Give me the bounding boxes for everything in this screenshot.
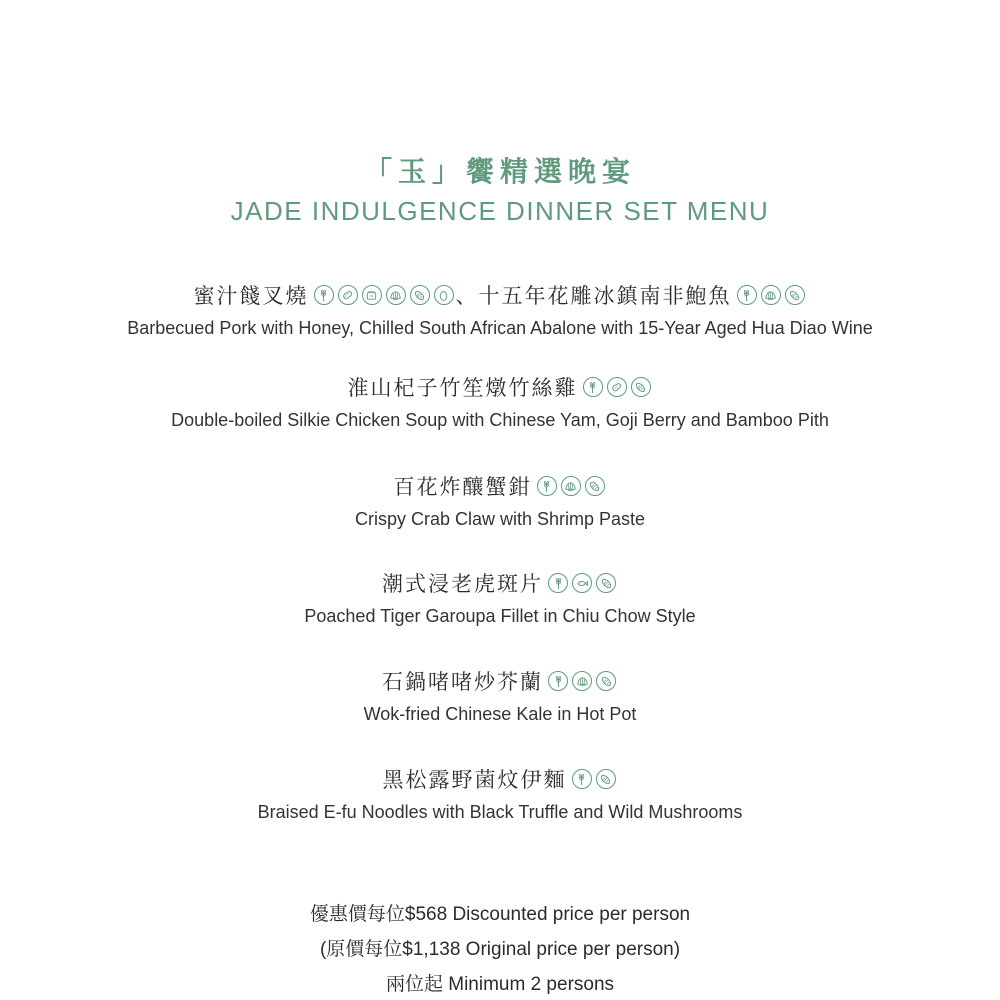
fish-icon xyxy=(572,573,592,593)
dish-item xyxy=(0,666,1000,725)
dish-english-name: Barbecued Pork with Honey, Chilled South African Abalone with 15-Year Aged Hua Diao Wine xyxy=(127,318,873,338)
dish-chinese-part: 十五年花雕冰鎮南非鮑魚 xyxy=(478,284,732,308)
allergen-icons xyxy=(546,671,618,691)
shellfish-icon xyxy=(386,285,406,305)
dish-english-name: Wok-fried Chinese Kale in Hot Pot xyxy=(363,704,637,724)
allergen-icons xyxy=(581,377,653,397)
wheat-icon xyxy=(737,285,757,305)
wheat-icon xyxy=(572,769,592,789)
dish-chinese-name xyxy=(0,666,1000,696)
soy-icon xyxy=(362,285,382,305)
wheat-icon xyxy=(537,476,557,496)
dish-item xyxy=(0,568,1000,627)
dish-english-name: Crispy Crab Claw with Shrimp Paste xyxy=(354,509,646,529)
egg-icon xyxy=(434,285,454,305)
minimum-persons: 兩位起 Minimum 2 persons xyxy=(385,974,615,995)
allergen-icons xyxy=(546,573,618,593)
menu-title-chinese: 「玉」饗精選晚宴 xyxy=(363,155,636,188)
dish-chinese-name xyxy=(0,372,1000,402)
dish-chinese-name xyxy=(0,471,1000,501)
wheat-icon xyxy=(548,573,568,593)
dish-item xyxy=(0,372,1000,431)
nut-icon xyxy=(596,769,616,789)
allergen-icons xyxy=(735,285,807,305)
dish-chinese-part: 潮式浸老虎斑片 xyxy=(382,572,543,596)
dish-separator: 、 xyxy=(455,284,479,308)
dish-chinese-part: 百花炸釀蟹鉗 xyxy=(393,475,532,499)
nut-icon xyxy=(631,377,651,397)
wheat-icon xyxy=(583,377,603,397)
dish-chinese-name xyxy=(0,568,1000,598)
dish-chinese-part: 蜜汁餞叉燒 xyxy=(193,284,309,308)
nut-icon xyxy=(596,671,616,691)
nut-icon xyxy=(596,573,616,593)
shellfish-icon xyxy=(761,285,781,305)
menu-title-english: JADE INDULGENCE DINNER SET MENU xyxy=(230,196,770,226)
dish-item xyxy=(0,764,1000,823)
dish-chinese-name xyxy=(0,280,1000,310)
wheat-icon xyxy=(548,671,568,691)
dish-english-name: Braised E-fu Noodles with Black Truffle and Wild Mushrooms xyxy=(257,802,743,822)
original-price: (原價每位$1,138 Original price per person) xyxy=(319,939,681,960)
allergen-icons xyxy=(312,285,456,305)
allergen-icons xyxy=(570,769,618,789)
dish-item xyxy=(0,280,1000,339)
nut-icon xyxy=(585,476,605,496)
allergen-icons xyxy=(535,476,607,496)
dish-chinese-part: 淮山杞子竹笙燉竹絲雞 xyxy=(347,376,578,400)
dish-english-name: Poached Tiger Garoupa Fillet in Chiu Chow Style xyxy=(304,606,696,626)
dish-chinese-part: 黑松露野菌炆伊麵 xyxy=(382,768,567,792)
peanut-icon xyxy=(338,285,358,305)
dish-english-name: Double-boiled Silkie Chicken Soup with Chinese Yam, Goji Berry and Bamboo Pith xyxy=(171,410,829,430)
dish-chinese-part: 石鍋啫啫炒芥蘭 xyxy=(382,670,543,694)
nut-icon xyxy=(785,285,805,305)
shellfish-icon xyxy=(561,476,581,496)
nut-icon xyxy=(410,285,430,305)
dish-item xyxy=(0,471,1000,530)
discounted-price: 優惠價每位$568 Discounted price per person xyxy=(309,904,691,925)
peanut-icon xyxy=(607,377,627,397)
shellfish-icon xyxy=(572,671,592,691)
wheat-icon xyxy=(314,285,334,305)
dish-chinese-name xyxy=(0,764,1000,794)
